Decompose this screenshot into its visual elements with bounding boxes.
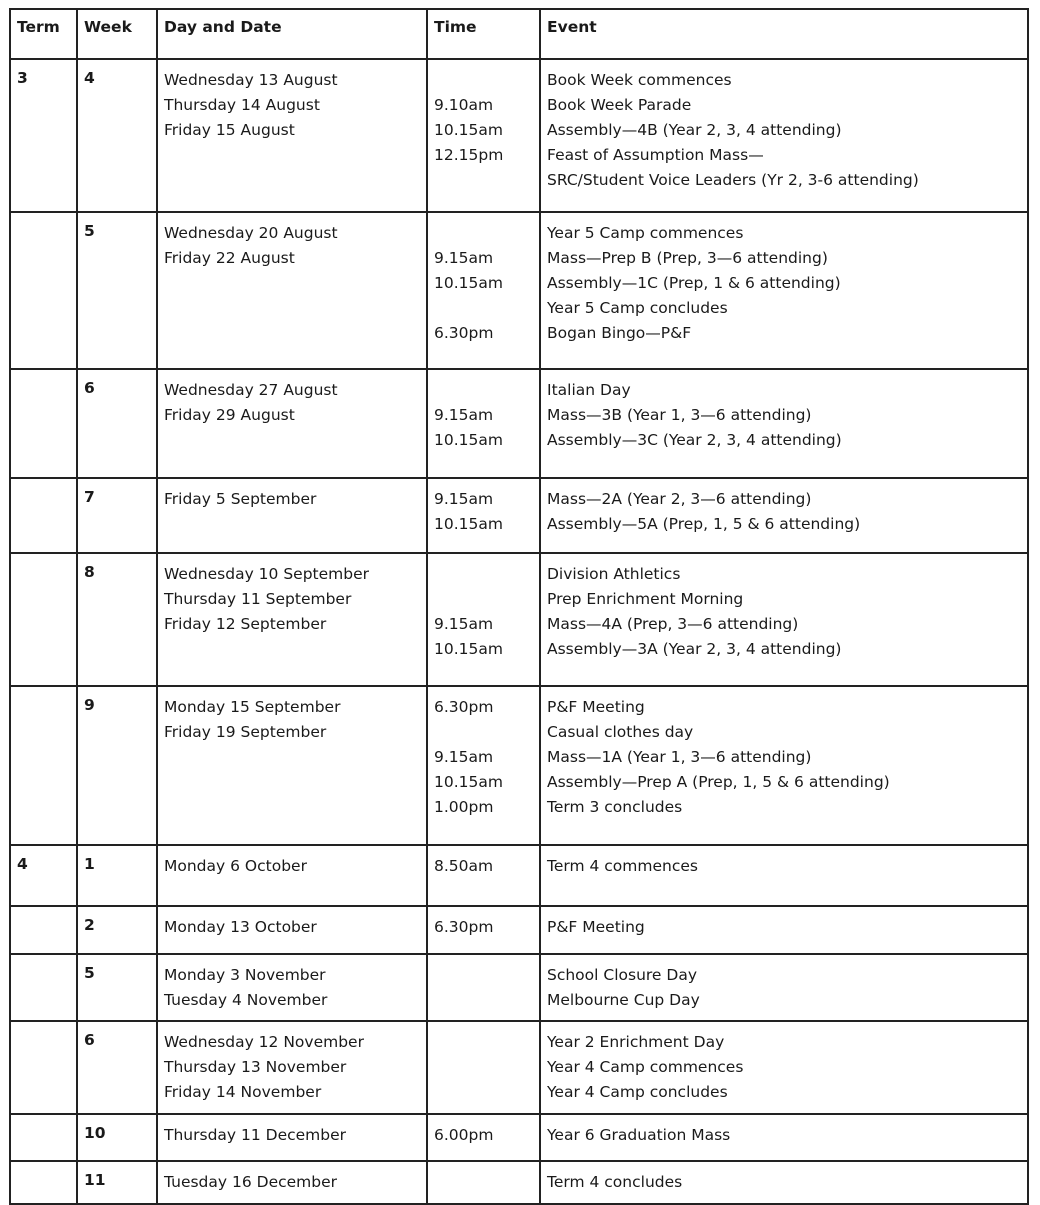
event-cell	[540, 59, 1028, 212]
term-number: 4	[17, 855, 28, 873]
time-text	[434, 297, 533, 322]
day-date-cell	[157, 906, 427, 954]
day-date-cell	[157, 686, 427, 845]
time-text: 10.15am	[434, 121, 503, 139]
calendar-row	[10, 845, 1028, 906]
week-cell	[77, 1114, 157, 1161]
event-text: Year 5 Camp commences	[547, 224, 744, 242]
term-cell	[10, 954, 77, 1021]
time-cell	[427, 686, 540, 845]
day-date-text: Thursday 11 September	[164, 590, 352, 608]
event-text: Mass—1A (Year 1, 3—6 attending)	[547, 748, 812, 766]
event-text: Term 4 commences	[547, 857, 698, 875]
event-text: Term 3 concludes	[547, 798, 683, 816]
calendar-row	[10, 212, 1028, 369]
time-cell	[427, 1021, 540, 1114]
event-text: Mass—2A (Year 2, 3—6 attending)	[547, 490, 812, 508]
time-text	[434, 588, 533, 613]
calendar-row	[10, 906, 1028, 954]
event-cell	[540, 553, 1028, 686]
time-cell	[427, 1161, 540, 1204]
calendar-row	[10, 1021, 1028, 1114]
time-text: 10.15am	[434, 640, 503, 658]
day-date-text: Monday 3 November	[164, 966, 326, 984]
week-cell	[77, 845, 157, 906]
time-text: 6.00pm	[434, 1126, 494, 1144]
time-text: 10.15am	[434, 431, 503, 449]
time-text	[434, 222, 533, 247]
event-text: Book Week Parade	[547, 96, 692, 114]
week-cell	[77, 954, 157, 1021]
event-cell	[540, 369, 1028, 478]
day-date-text: Friday 15 August	[164, 121, 295, 139]
event-text: Assembly—3A (Year 2, 3, 4 attending)	[547, 640, 842, 658]
time-text	[434, 563, 533, 588]
calendar-row	[10, 686, 1028, 845]
time-text: 9.15am	[434, 615, 494, 633]
time-cell	[427, 553, 540, 686]
time-cell	[427, 1114, 540, 1161]
term-cell	[10, 1114, 77, 1161]
time-text: 9.15am	[434, 490, 494, 508]
week-number: 7	[84, 488, 95, 506]
time-text: 10.15am	[434, 274, 503, 292]
week-number: 1	[84, 855, 95, 873]
time-text: 10.15am	[434, 773, 503, 791]
term-cell	[10, 553, 77, 686]
day-date-text: Friday 19 September	[164, 723, 327, 741]
term-cell	[10, 686, 77, 845]
week-number: 5	[84, 964, 95, 982]
day-date-text: Monday 15 September	[164, 698, 341, 716]
event-text: Prep Enrichment Morning	[547, 590, 744, 608]
event-text: Division Athletics	[547, 565, 681, 583]
term-cell	[10, 1161, 77, 1204]
day-date-text: Thursday 11 December	[164, 1126, 347, 1144]
event-text: Book Week commences	[547, 71, 732, 89]
day-date-text: Friday 14 November	[164, 1083, 322, 1101]
day-date-text: Friday 29 August	[164, 406, 295, 424]
week-cell	[77, 686, 157, 845]
calendar-row	[10, 59, 1028, 212]
day-date-text: Monday 6 October	[164, 857, 307, 875]
time-text	[434, 379, 533, 404]
event-text: Year 6 Graduation Mass	[547, 1126, 731, 1144]
event-cell	[540, 478, 1028, 553]
day-date-text: Wednesday 20 August	[164, 224, 338, 242]
week-number: 2	[84, 916, 95, 934]
week-cell	[77, 1161, 157, 1204]
term-cell	[10, 369, 77, 478]
time-text: 9.10am	[434, 96, 494, 114]
event-text: Melbourne Cup Day	[547, 991, 700, 1009]
calendar-row	[10, 478, 1028, 553]
week-number: 11	[84, 1171, 106, 1189]
time-cell	[427, 59, 540, 212]
day-date-text: Friday 22 August	[164, 249, 295, 267]
time-text: 6.30pm	[434, 918, 494, 936]
event-cell	[540, 1161, 1028, 1204]
event-text: Feast of Assumption Mass—	[547, 146, 764, 164]
day-date-cell	[157, 59, 427, 212]
time-text: 6.30pm	[434, 324, 494, 342]
week-cell	[77, 906, 157, 954]
time-text: 8.50am	[434, 857, 494, 875]
term-cell	[10, 906, 77, 954]
calendar-table	[9, 8, 1029, 1205]
event-text: Mass—3B (Year 1, 3—6 attending)	[547, 406, 812, 424]
event-cell	[540, 686, 1028, 845]
event-text: Bogan Bingo—P&F	[547, 324, 692, 342]
day-date-cell	[157, 478, 427, 553]
day-date-text: Thursday 13 November	[164, 1058, 347, 1076]
calendar-row	[10, 1161, 1028, 1204]
event-text: Assembly—1C (Prep, 1 & 6 attending)	[547, 274, 841, 292]
event-text: Year 4 Camp concludes	[547, 1083, 728, 1101]
week-number: 9	[84, 696, 95, 714]
event-text: P&F Meeting	[547, 698, 645, 716]
event-text: Year 4 Camp commences	[547, 1058, 744, 1076]
time-cell	[427, 212, 540, 369]
week-cell	[77, 478, 157, 553]
header-row	[10, 9, 1028, 59]
week-number: 8	[84, 563, 95, 581]
calendar-row	[10, 1114, 1028, 1161]
event-text: School Closure Day	[547, 966, 697, 984]
calendar-row	[10, 369, 1028, 478]
day-date-text: Monday 13 October	[164, 918, 317, 936]
event-text: Assembly—Prep A (Prep, 1, 5 & 6 attending)	[547, 773, 890, 791]
event-text: Assembly—3C (Year 2, 3, 4 attending)	[547, 431, 842, 449]
calendar-row	[10, 954, 1028, 1021]
event-text: Mass—Prep B (Prep, 3—6 attending)	[547, 249, 828, 267]
day-date-text: Wednesday 12 November	[164, 1033, 364, 1051]
week-number: 10	[84, 1124, 106, 1142]
time-text	[434, 69, 533, 94]
day-date-text: Wednesday 10 September	[164, 565, 369, 583]
event-cell	[540, 954, 1028, 1021]
event-cell	[540, 1114, 1028, 1161]
term-cell	[10, 1021, 77, 1114]
day-date-text: Tuesday 16 December	[164, 1173, 338, 1191]
time-text: 12.15pm	[434, 146, 504, 164]
event-text: Mass—4A (Prep, 3—6 attending)	[547, 615, 799, 633]
week-number: 6	[84, 379, 95, 397]
event-cell	[540, 906, 1028, 954]
event-text: SRC/Student Voice Leaders (Yr 2, 3-6 attending)	[547, 171, 919, 189]
event-text: Italian Day	[547, 381, 631, 399]
time-text: 6.30pm	[434, 698, 494, 716]
event-cell	[540, 212, 1028, 369]
time-cell	[427, 906, 540, 954]
term-cell	[10, 59, 77, 212]
day-date-text: Friday 12 September	[164, 615, 327, 633]
term-cell	[10, 478, 77, 553]
event-text: P&F Meeting	[547, 918, 645, 936]
time-text: 9.15am	[434, 748, 494, 766]
calendar-body	[10, 59, 1028, 1204]
term-number: 3	[17, 69, 28, 87]
day-date-text: Friday 5 September	[164, 490, 317, 508]
time-text: 1.00pm	[434, 798, 494, 816]
time-text: 9.15am	[434, 249, 494, 267]
term-cell	[10, 845, 77, 906]
event-text: Assembly—5A (Prep, 1, 5 & 6 attending)	[547, 515, 861, 533]
header-time: Time	[427, 9, 540, 59]
event-text: Casual clothes day	[547, 723, 694, 741]
event-text: Term 4 concludes	[547, 1173, 683, 1191]
event-text: Year 5 Camp concludes	[547, 299, 728, 317]
week-cell	[77, 369, 157, 478]
week-cell	[77, 212, 157, 369]
time-cell	[427, 954, 540, 1021]
time-text: 9.15am	[434, 406, 494, 424]
term-cell	[10, 212, 77, 369]
header-day-and-date: Day and Date	[157, 9, 427, 59]
day-date-text: Thursday 14 August	[164, 96, 320, 114]
day-date-cell	[157, 369, 427, 478]
week-cell	[77, 59, 157, 212]
week-number: 5	[84, 222, 95, 240]
time-text: 10.15am	[434, 515, 503, 533]
event-cell	[540, 845, 1028, 906]
header-term: Term	[10, 9, 77, 59]
day-date-cell	[157, 1021, 427, 1114]
day-date-cell	[157, 212, 427, 369]
day-date-text: Wednesday 13 August	[164, 71, 338, 89]
week-number: 6	[84, 1031, 95, 1049]
header-week: Week	[77, 9, 157, 59]
day-date-cell	[157, 954, 427, 1021]
week-cell	[77, 553, 157, 686]
week-cell	[77, 1021, 157, 1114]
time-text	[434, 721, 533, 746]
day-date-cell	[157, 1161, 427, 1204]
day-date-cell	[157, 845, 427, 906]
day-date-text: Wednesday 27 August	[164, 381, 338, 399]
time-cell	[427, 478, 540, 553]
event-text: Assembly—4B (Year 2, 3, 4 attending)	[547, 121, 842, 139]
event-text: Year 2 Enrichment Day	[547, 1033, 725, 1051]
time-cell	[427, 845, 540, 906]
day-date-text: Tuesday 4 November	[164, 991, 328, 1009]
event-cell	[540, 1021, 1028, 1114]
time-cell	[427, 369, 540, 478]
day-date-cell	[157, 1114, 427, 1161]
calendar-row	[10, 553, 1028, 686]
header-event: Event	[540, 9, 1028, 59]
week-number: 4	[84, 69, 95, 87]
day-date-cell	[157, 553, 427, 686]
